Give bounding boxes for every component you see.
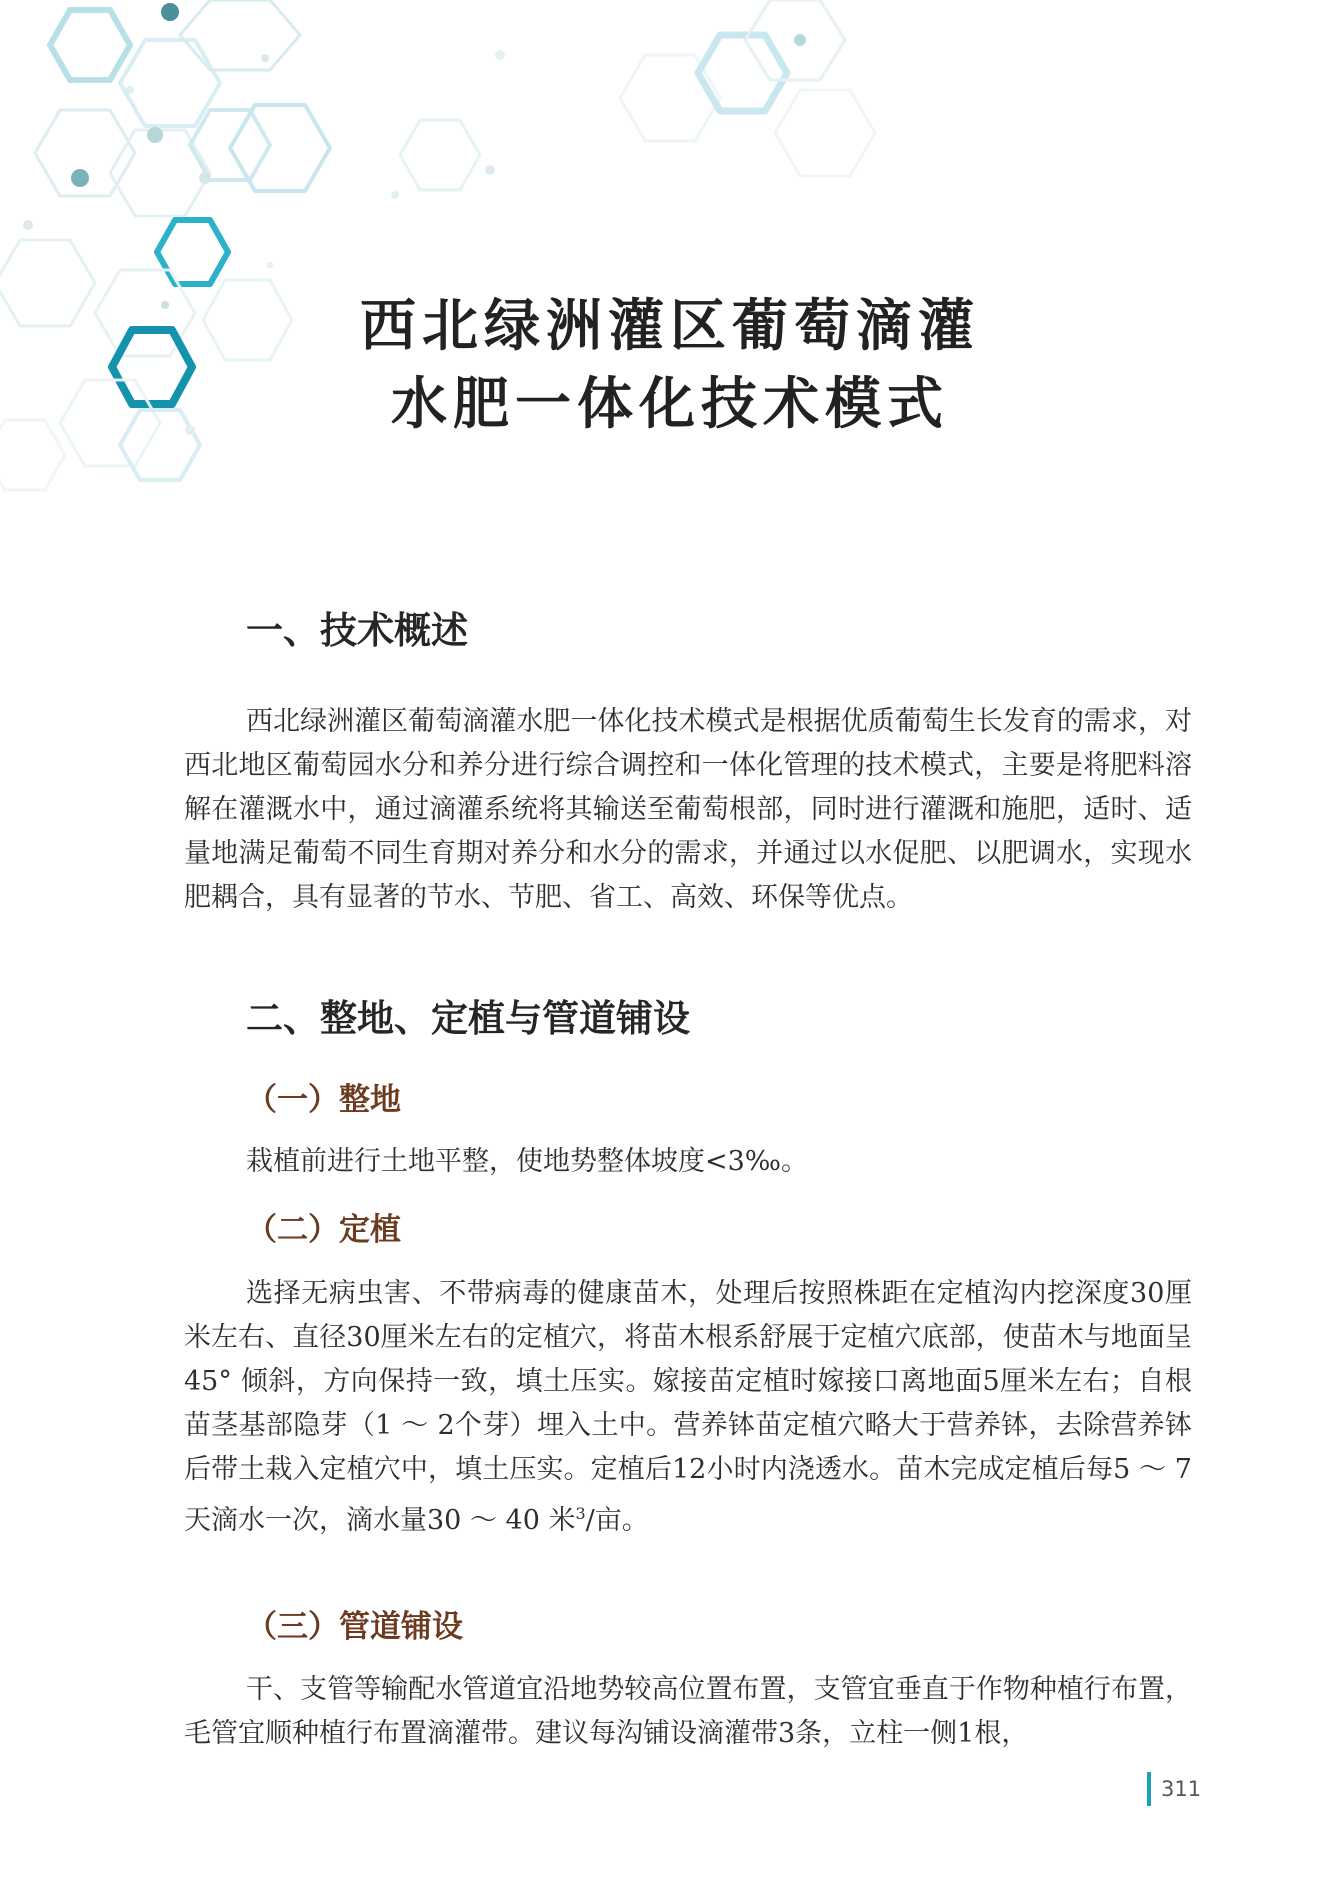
section-1-paragraph: 西北绿洲灌区葡萄滴灌水肥一体化技术模式是根据优质葡萄生长发育的需求，对西北地区葡萄园水分和养分进行综合调控和一体化管理的技术模式，主要是将肥料溶解在灌溉水中，通过滴灌系统将其输送至葡萄根部，同时进行灌溉和施肥，适时、适量地满足葡萄不同生育期对养分和水分的需求，并通过以水促肥、以肥调水，实现水肥耦合，具有显著的节水、节肥、省工、高效、环保等优点。 (184, 706, 1192, 913)
title-line-1: 西北绿洲灌区葡萄滴灌 (360, 293, 980, 359)
page-number: 311 (1147, 1772, 1201, 1806)
paragraph-text-end: /亩。 (585, 1505, 649, 1536)
subsection-3-paragraph: 干、支管等输配水管道宜沿地势较高位置布置，支管宜垂直于作物种植行布置，毛管宜顺种植行布置滴灌带。建议每沟铺设滴灌带3条，立柱一侧1根， (184, 1674, 1192, 1749)
subsection-3-heading: （三）管道铺设 (246, 1609, 463, 1645)
section-1-heading: 一、技术概述 (246, 609, 468, 652)
subsection-2-heading: （二）定植 (246, 1212, 401, 1248)
title-line-2: 水肥一体化技术模式 (391, 371, 949, 437)
hexagon-decoration (0, 0, 1340, 560)
subsection-1-heading: （一）整地 (246, 1082, 401, 1118)
superscript: 3 (575, 1504, 586, 1523)
subsection-2-paragraph (184, 1272, 1192, 1543)
section-2-heading: 二、整地、定植与管道铺设 (246, 997, 690, 1040)
subsection-1-paragraph: 栽植前进行土地平整，使地势整体坡度<3‰。 (246, 1146, 809, 1177)
paragraph-text: 选择无病虫害、不带病毒的健康苗木，处理后按照株距在定植沟内挖深度30厘米左右、直径30厘米左右的定植穴，将苗木根系舒展于定植穴底部，使苗木与地面呈45° 倾斜，方向保持一致，填土压实。嫁接苗定植时嫁接口离地面5厘米左右；自根苗茎基部隐芽（1 ～ 2个芽）埋入土中。营养钵苗定植穴略大于营养钵，去除营养钵后带土栽入定植穴中，填土压实。定植后12小时内浇透水。苗木完成定植后每5 ～ 7天滴水一次，滴水量30 ～ 40 米 (184, 1278, 1192, 1536)
